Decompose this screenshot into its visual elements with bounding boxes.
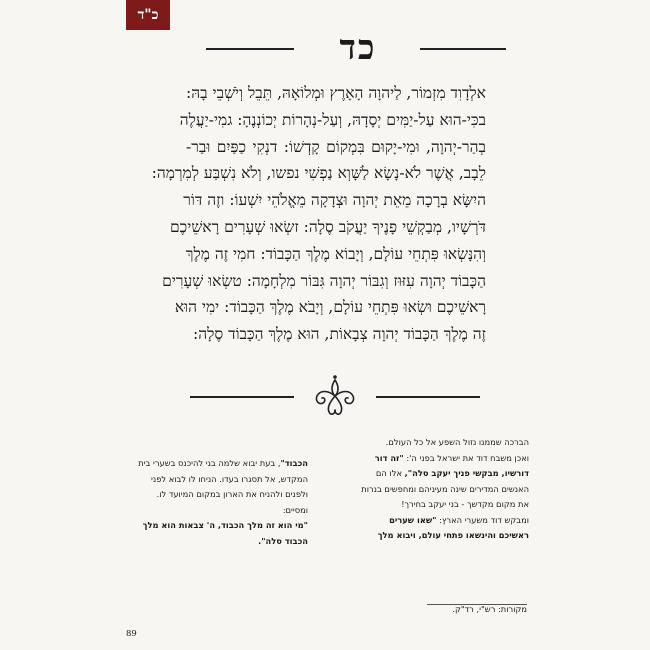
commentary-quote: "מי הוא זה מלך הכבוד, ה' צבאות הוא מלך הכבוד סלה". <box>142 520 308 546</box>
chapter-title: כד <box>339 28 377 68</box>
commentary-paragraph <box>126 456 308 503</box>
commentary-text: ומבקש דוד משערי הארץ: <box>436 514 529 525</box>
commentary-right-column <box>357 435 529 544</box>
commentary-paragraph <box>357 513 529 544</box>
psalm-line: הַכָּבוֹד יְהוָה עִזּוּז וְגִבּוֹר יְהוָה גִּבּוֹר מִלְחָמָה: טשְׂאוּ שְׁעָרִים <box>162 271 486 290</box>
page-number: 89 <box>126 629 137 639</box>
psalm-line: רָאשֵׁיכֶם וּשְׂאוּ פִּתְחֵי עוֹלָם, וְיָבֹא מֶלֶךְ הַכָּבוֹד: ימִי הוּא <box>174 298 486 317</box>
commentary-quote: הכבוד" <box>280 458 308 468</box>
commentary-paragraph: ומסיים: <box>282 504 308 515</box>
commentary-left-column <box>126 456 308 549</box>
commentary-quote: "שאו שערים ראשיכם והינשאו פתחי עולם, ויבוא מלך <box>377 514 529 540</box>
chapter-heading <box>206 28 506 68</box>
commentary-text: ואכן משבח דוד את ישראל בפני ה': <box>403 452 529 463</box>
psalm-line: דֹּרְשָׁיו, מְבַקְשֵׁי פָנֶיךָ יַעֲקֹב סֶלָה: זשְׂאוּ שְׁעָרִים רָאשֵׁיכֶם <box>170 217 486 236</box>
chapter-tab <box>126 0 170 30</box>
commentary-text: , בעת יבוא שלמה בני להיכנס בשערי בית המקדש, אל תסגרו בעדו. הניחו לו לבוא לפני ולפנים ולהניח את הארון במקום המיועד לו. <box>138 458 308 499</box>
section-divider <box>190 374 480 418</box>
psalm-text <box>151 80 486 348</box>
psalm-line: היִשָּׂא בְרָכָה מֵאֵת יְהוָה וּצְדָקָה מֵאֱלֹהֵי יִשְׁעוֹ: וזֶה דּוֹר <box>183 191 486 210</box>
chapter-tab-label: כ"ד <box>137 6 159 23</box>
divider-rule-right <box>376 396 480 398</box>
psalm-line: אלְדָוִד מִזְמוֹר, לַיהוָה הָאָרֶץ וּמְלוֹאָהּ, תֵּבֵל וְיֹשְׁבֵי בָהּ: <box>186 84 486 102</box>
psalm-line: זֶה מֶלֶךְ הַכָּבוֹד יְהוָה צְבָאוֹת, הוּא מֶלֶךְ הַכָּבוֹד סֶלָה: <box>192 325 486 344</box>
commentary-quote: "זה דור דורשיו, מבקשי פניך יעקב סלה", <box>374 452 529 478</box>
heading-rule-left <box>206 48 294 50</box>
psalm-line: לֵבָב, אֲשֶׁר לֹא-נָשָׂא לַשָּׁוְא נַפְשִׁי נפשו, וְלֹא נִשְׁבַּע לְמִרְמָה: <box>151 164 486 183</box>
psalm-line: בְהַר-יְהוָה, וּמִי-יָקוּם בִּמְקוֹם קָדְשׁוֹ: דנְקִי כַפַּיִם וּבַר- <box>186 137 486 156</box>
psalm-line: וְהִנָּשְׂאוּ פִּתְחֵי עוֹלָם, וְיָבוֹא מֶלֶךְ הַכָּבוֹד: חמִי זֶה מֶלֶךְ <box>185 244 486 263</box>
commentary-paragraph <box>357 451 529 513</box>
sources-note: מקורות: רש"י, רד"ק. <box>452 604 527 614</box>
commentary-text: אלו הם האנשים המדירים שינה מעיניהם ומחפשים בנרות את מקום מקדשך - בני יעקב בחירך! <box>361 468 529 509</box>
commentary-paragraph: הברכה שממנו נזול השפע אל כל העולם. <box>385 437 529 447</box>
divider-rule-left <box>190 396 294 398</box>
psalm-line: בכִּי-הוּא עַל-יַמִּים יְסָדָהּ, וְעַל-נְהָרוֹת יְכוֹנְנֶהָ: גמִי-יַעֲלֶה <box>179 110 486 129</box>
heading-rule-right <box>420 48 506 50</box>
fleuron-ornament-icon <box>310 374 360 418</box>
